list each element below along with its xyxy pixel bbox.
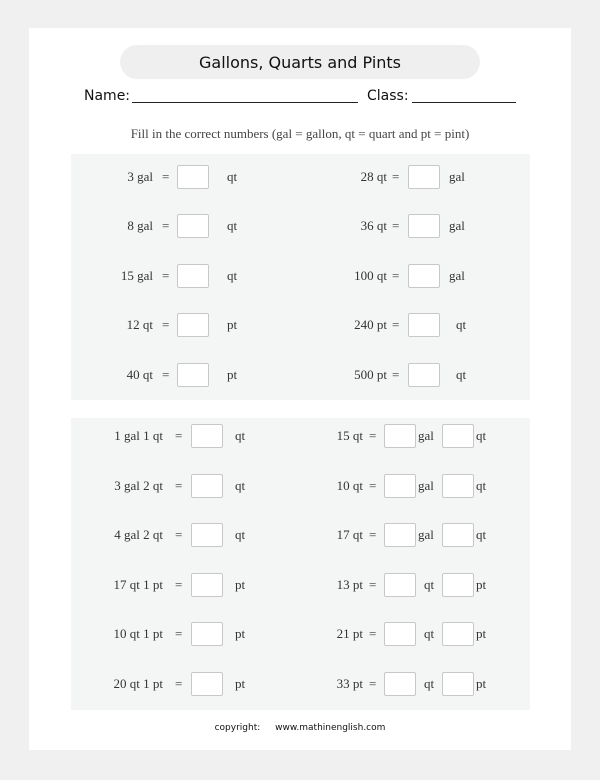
equals-sign: = <box>369 428 377 443</box>
problem-lhs: 4 gal 2 qt <box>114 527 163 542</box>
unit-label: qt <box>227 268 238 283</box>
unit-label: pt <box>476 577 487 592</box>
section-2-panel <box>71 418 530 710</box>
copyright-label: copyright: <box>214 723 261 733</box>
equals-sign: = <box>175 428 183 443</box>
answer-box[interactable] <box>191 672 223 696</box>
footer <box>0 723 600 733</box>
unit-label: qt <box>424 626 435 641</box>
unit-label: qt <box>227 218 238 233</box>
unit-label: gal <box>418 527 434 542</box>
unit-label: gal <box>449 268 465 283</box>
answer-box[interactable] <box>384 523 416 547</box>
answer-box[interactable] <box>442 622 474 646</box>
problem-lhs: 20 qt 1 pt <box>113 676 163 691</box>
problem-lhs: 240 pt <box>354 317 387 332</box>
problem-lhs: 10 qt <box>336 478 363 493</box>
problem-lhs: 13 pt <box>336 577 363 592</box>
equals-sign: = <box>392 317 400 332</box>
equals-sign: = <box>392 268 400 283</box>
answer-box[interactable] <box>191 474 223 498</box>
equals-sign: = <box>162 218 170 233</box>
unit-label: qt <box>235 478 246 493</box>
unit-label: gal <box>418 478 434 493</box>
answer-box[interactable] <box>177 363 209 387</box>
equals-sign: = <box>162 268 170 283</box>
answer-box[interactable] <box>177 313 209 337</box>
answer-box[interactable] <box>408 363 440 387</box>
answer-box[interactable] <box>384 474 416 498</box>
problem-lhs: 21 pt <box>336 626 363 641</box>
answer-box[interactable] <box>442 424 474 448</box>
answer-box[interactable] <box>408 313 440 337</box>
equals-sign: = <box>162 317 170 332</box>
equals-sign: = <box>369 577 377 592</box>
problem-lhs: 17 qt <box>336 527 363 542</box>
equals-sign: = <box>369 676 377 691</box>
problem-lhs: 15 qt <box>336 428 363 443</box>
problem-lhs: 10 qt 1 pt <box>113 626 163 641</box>
equals-sign: = <box>162 367 170 382</box>
equals-sign: = <box>175 676 183 691</box>
answer-box[interactable] <box>408 264 440 288</box>
equals-sign: = <box>369 626 377 641</box>
unit-label: pt <box>227 367 238 382</box>
unit-label: qt <box>476 478 487 493</box>
equals-sign: = <box>175 626 183 641</box>
name-field-line[interactable] <box>132 102 358 103</box>
worksheet-title: Gallons, Quarts and Pints <box>120 45 480 79</box>
unit-label: gal <box>418 428 434 443</box>
answer-box[interactable] <box>384 424 416 448</box>
unit-label: qt <box>424 577 435 592</box>
answer-box[interactable] <box>408 214 440 238</box>
problem-lhs: 28 qt <box>360 169 387 184</box>
equals-sign: = <box>369 478 377 493</box>
problem-lhs: 40 qt <box>126 367 153 382</box>
answer-box[interactable] <box>442 474 474 498</box>
problem-lhs: 36 qt <box>360 218 387 233</box>
unit-label: qt <box>235 428 246 443</box>
class-field-line[interactable] <box>412 102 516 103</box>
unit-label: qt <box>476 527 487 542</box>
unit-label: pt <box>235 626 246 641</box>
equals-sign: = <box>162 169 170 184</box>
name-label: Name: <box>84 88 131 104</box>
answer-box[interactable] <box>442 523 474 547</box>
answer-box[interactable] <box>177 264 209 288</box>
copyright-site: www.mathinenglish.com <box>275 723 386 733</box>
unit-label: gal <box>449 218 465 233</box>
answer-box[interactable] <box>442 573 474 597</box>
instructions: Fill in the correct numbers (gal = gallon, qt = quart and pt = pint) <box>130 126 470 141</box>
unit-label: qt <box>476 428 487 443</box>
answer-box[interactable] <box>384 672 416 696</box>
problem-lhs: 3 gal 2 qt <box>114 478 163 493</box>
unit-label: qt <box>424 676 435 691</box>
class-label: Class: <box>367 88 409 104</box>
unit-label: pt <box>235 676 246 691</box>
problem-lhs: 1 gal 1 qt <box>114 428 163 443</box>
problem-lhs: 100 qt <box>354 268 387 283</box>
equals-sign: = <box>392 169 400 184</box>
answer-box[interactable] <box>177 214 209 238</box>
answer-box[interactable] <box>191 573 223 597</box>
unit-label: qt <box>235 527 246 542</box>
equals-sign: = <box>175 577 183 592</box>
answer-box[interactable] <box>384 622 416 646</box>
problem-lhs: 17 qt 1 pt <box>113 577 163 592</box>
unit-label: pt <box>476 676 487 691</box>
equals-sign: = <box>175 527 183 542</box>
answer-box[interactable] <box>442 672 474 696</box>
answer-box[interactable] <box>191 424 223 448</box>
equals-sign: = <box>392 367 400 382</box>
problem-lhs: 500 pt <box>354 367 387 382</box>
equals-sign: = <box>175 478 183 493</box>
answer-box[interactable] <box>177 165 209 189</box>
answer-box[interactable] <box>384 573 416 597</box>
unit-label: pt <box>235 577 246 592</box>
problem-lhs: 8 gal <box>127 218 153 233</box>
equals-sign: = <box>392 218 400 233</box>
answer-box[interactable] <box>191 622 223 646</box>
unit-label: qt <box>456 317 467 332</box>
answer-box[interactable] <box>191 523 223 547</box>
unit-label: qt <box>227 169 238 184</box>
problem-lhs: 33 pt <box>336 676 363 691</box>
unit-label: pt <box>476 626 487 641</box>
unit-label: gal <box>449 169 465 184</box>
problem-lhs: 15 gal <box>120 268 153 283</box>
problem-lhs: 12 qt <box>126 317 153 332</box>
equals-sign: = <box>369 527 377 542</box>
problem-lhs: 3 gal <box>127 169 153 184</box>
unit-label: pt <box>227 317 238 332</box>
answer-box[interactable] <box>408 165 440 189</box>
unit-label: qt <box>456 367 467 382</box>
